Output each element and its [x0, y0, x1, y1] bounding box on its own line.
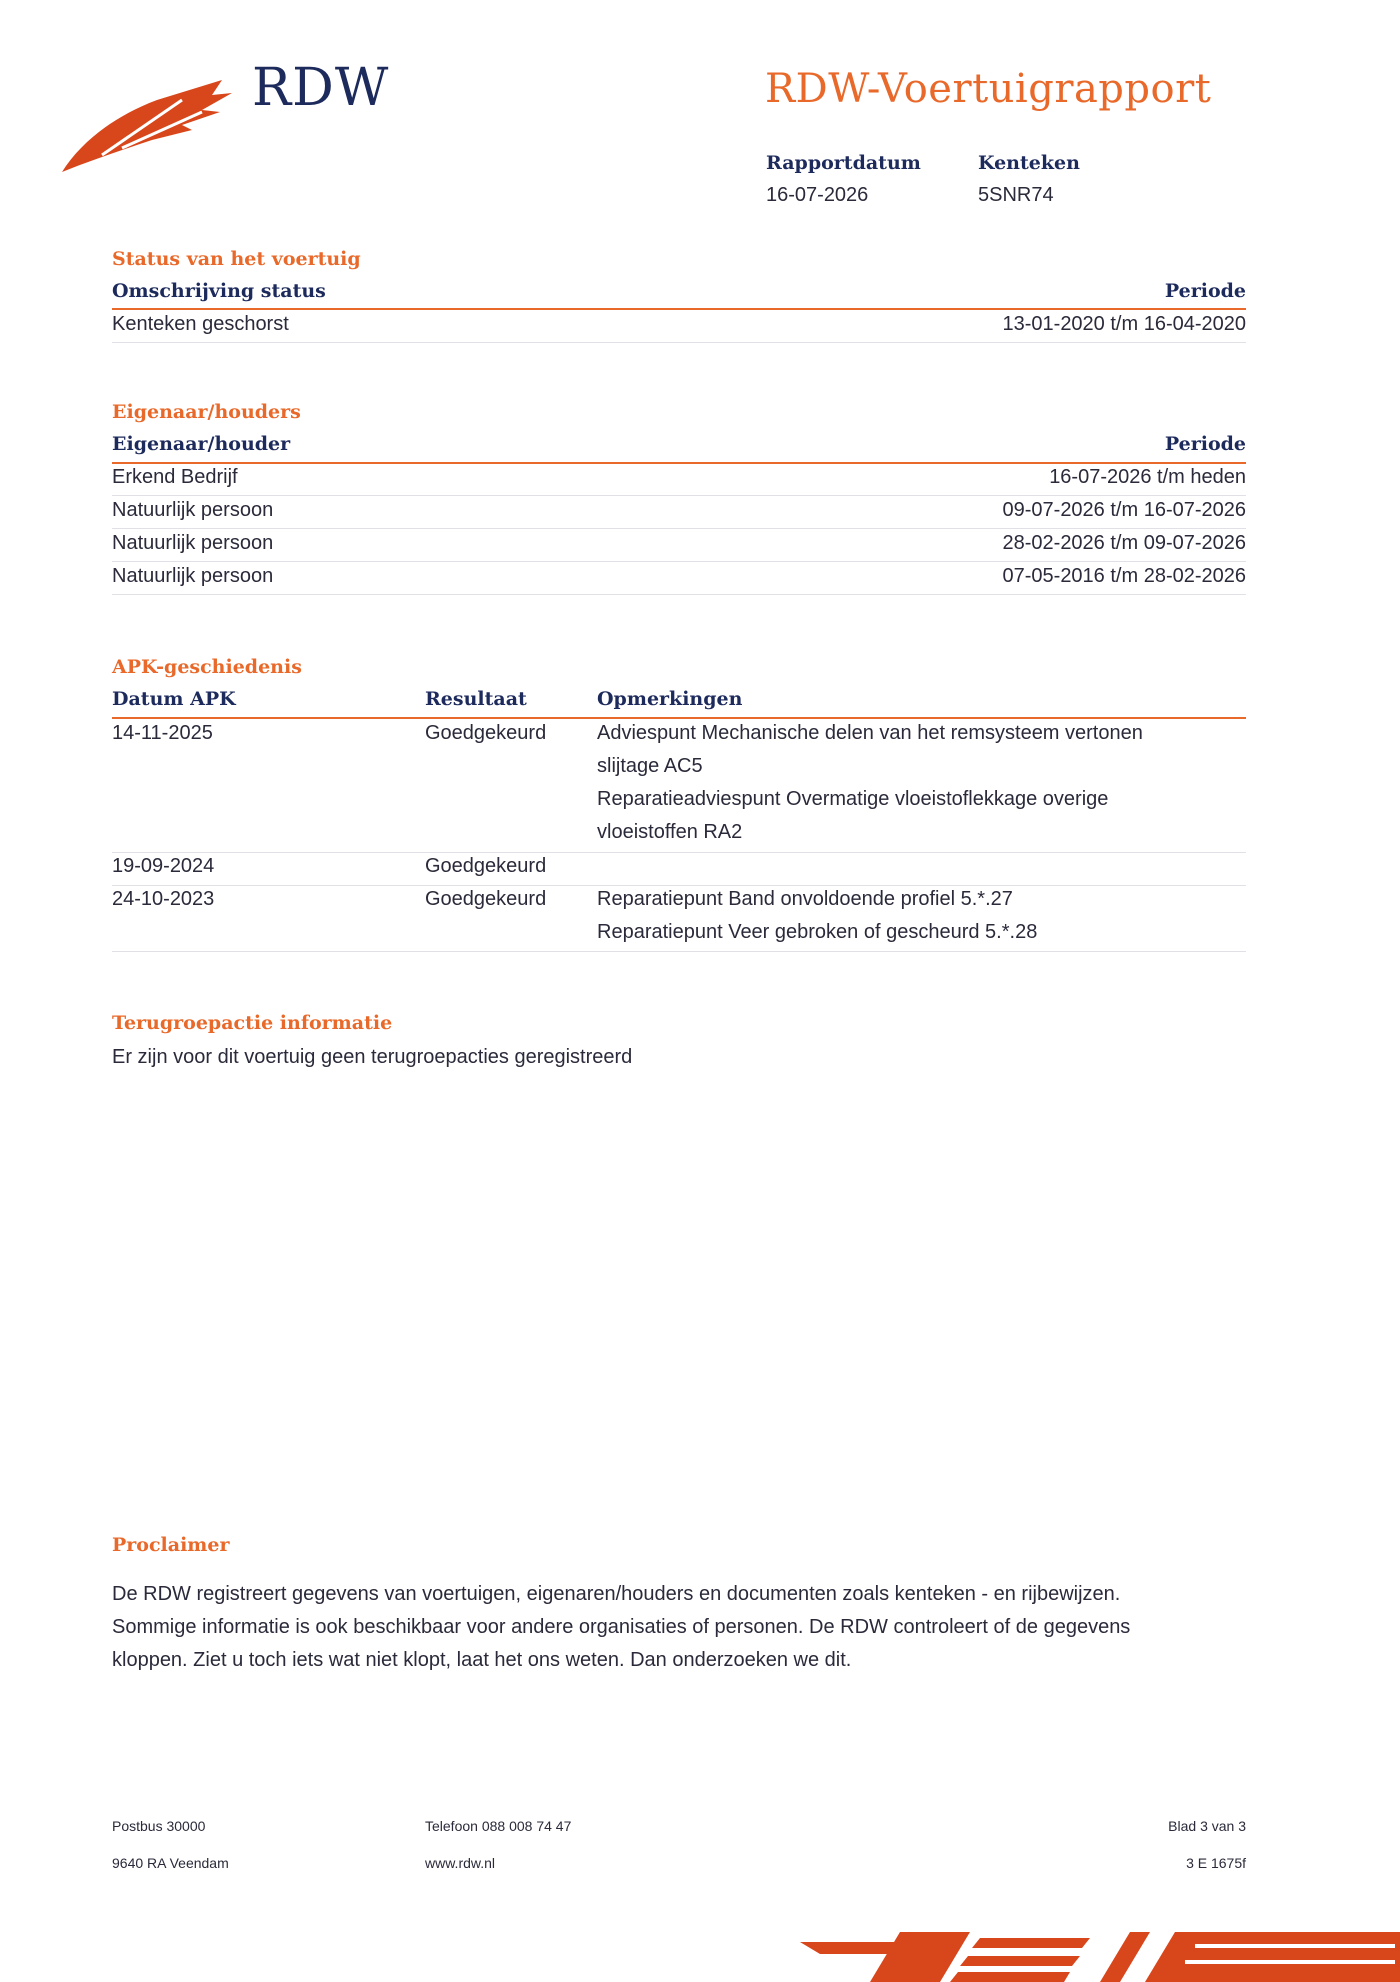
report-date-value: 16-07-2026: [766, 184, 869, 206]
footer-website[interactable]: www.rdw.nl: [425, 1855, 496, 1871]
row-divider: [112, 594, 1246, 595]
apk-row-date: 24-10-2023: [112, 888, 215, 910]
row-divider: [112, 951, 1246, 952]
apk-col-result: Resultaat: [425, 688, 527, 710]
row-divider: [112, 342, 1246, 343]
logo-text: RDW: [252, 58, 390, 118]
row-divider: [112, 495, 1246, 496]
owner-row-period: 28-02-2026 t/m 09-07-2026: [1002, 532, 1246, 554]
apk-row-result: Goedgekeurd: [425, 855, 547, 877]
apk-row-remark: Adviespunt Mechanische delen van het remsysteem vertonen: [597, 722, 1143, 744]
footer-phone: Telefoon 088 008 74 47: [425, 1818, 572, 1834]
owners-col-period: Periode: [1164, 433, 1246, 455]
status-row-description: Kenteken geschorst: [112, 313, 289, 335]
page-title: RDW-Voertuigrapport: [765, 66, 1212, 112]
apk-row-result: Goedgekeurd: [425, 888, 547, 910]
proclaimer-line: kloppen. Ziet u toch iets wat niet klopt, laat het ons weten. Dan onderzoeken we dit.: [112, 1649, 852, 1671]
apk-row-remark: Reparatiepunt Veer gebroken of gescheurd 5.*.28: [597, 921, 1038, 943]
recall-section-title: Terugroepactie informatie: [112, 1012, 393, 1034]
apk-row-date: 19-09-2024: [112, 855, 215, 877]
row-divider: [112, 852, 1246, 853]
apk-col-remarks: Opmerkingen: [597, 688, 743, 710]
owners-section-title: Eigenaar/houders: [112, 401, 301, 423]
footer-postbus: Postbus 30000: [112, 1818, 206, 1834]
status-col-description: Omschrijving status: [112, 280, 326, 302]
apk-row-remark: slijtage AC5: [597, 755, 703, 777]
owner-row-name: Natuurlijk persoon: [112, 565, 274, 587]
proclaimer-text: [112, 1578, 1246, 1677]
proclaimer-title: Proclaimer: [112, 1534, 230, 1556]
apk-row-result: Goedgekeurd: [425, 722, 547, 744]
apk-section-title: APK-geschiedenis: [112, 656, 302, 678]
row-divider: [112, 528, 1246, 529]
apk-row-remark: Reparatieadviespunt Overmatige vloeistoflekkage overige: [597, 788, 1109, 810]
footer-city: 9640 RA Veendam: [112, 1855, 229, 1871]
owner-row-name: Natuurlijk persoon: [112, 499, 274, 521]
owner-row-period: 09-07-2026 t/m 16-07-2026: [1002, 499, 1246, 521]
apk-row-remark: vloeistoffen RA2: [597, 821, 743, 843]
apk-row-remark: Reparatiepunt Band onvoldoende profiel 5.*.27: [597, 888, 1013, 910]
owner-row-name: Natuurlijk persoon: [112, 532, 274, 554]
plate-value: 5SNR74: [978, 184, 1054, 206]
owners-col-owner: Eigenaar/houder: [112, 433, 291, 455]
status-col-period: Periode: [1164, 280, 1246, 302]
footer-page-number: Blad 3 van 3: [1168, 1818, 1246, 1834]
apk-col-date: Datum APK: [112, 688, 236, 710]
proclaimer-line: De RDW registreert gegevens van voertuigen, eigenaren/houders en documenten zoals kenteken - en rijbewijzen.: [112, 1583, 1121, 1605]
owner-row-period: 16-07-2026 t/m heden: [1049, 466, 1246, 488]
row-divider: [112, 885, 1246, 886]
apk-header-divider: [112, 717, 1246, 719]
report-date-label: Rapportdatum: [766, 152, 921, 174]
rdw-wing-logo-icon: [62, 60, 242, 175]
apk-row-date: 14-11-2025: [112, 722, 213, 744]
row-divider: [112, 561, 1246, 562]
footer-code: 3 E 1675f: [1186, 1855, 1246, 1871]
owner-row-name: Erkend Bedrijf: [112, 466, 238, 488]
status-row-period: 13-01-2020 t/m 16-04-2020: [1002, 313, 1246, 335]
status-header-divider: [112, 308, 1246, 310]
proclaimer-line: Sommige informatie is ook beschikbaar voor andere organisaties of personen. De RDW controleert of de gegevens: [112, 1616, 1131, 1638]
recall-text: Er zijn voor dit voertuig geen terugroepacties geregistreerd: [112, 1046, 633, 1068]
status-section-title: Status van het voertuig: [112, 248, 361, 270]
plate-label: Kenteken: [978, 152, 1080, 174]
owners-header-divider: [112, 462, 1246, 464]
rdw-stripes-graphic-icon: [800, 1924, 1400, 1982]
owner-row-period: 07-05-2016 t/m 28-02-2026: [1002, 565, 1246, 587]
